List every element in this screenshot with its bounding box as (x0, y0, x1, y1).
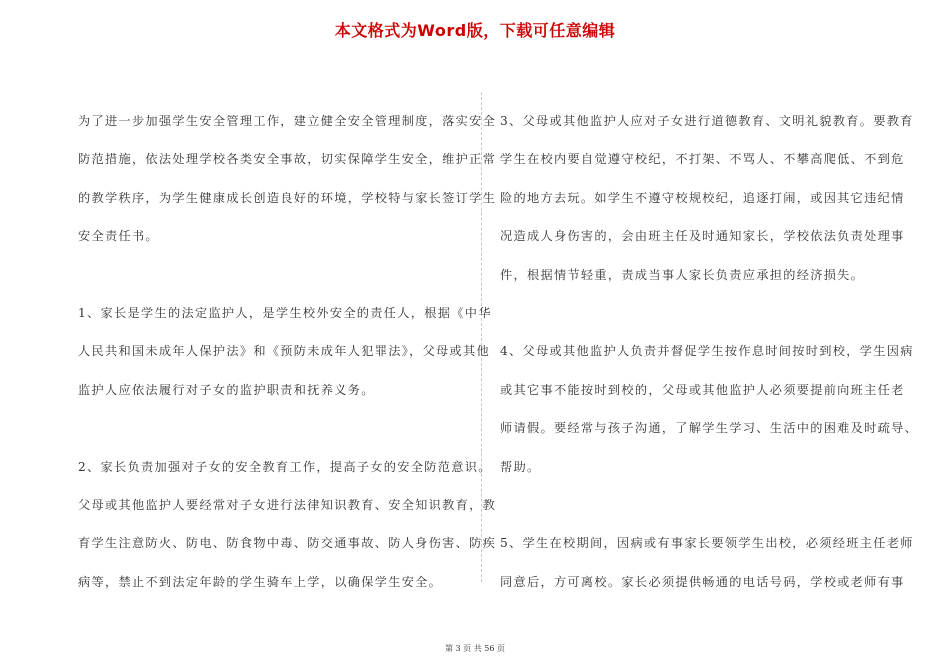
text-line: 4、父母或其他监护人负责并督促学生按作息时间按时到校，学生因病 (500, 344, 914, 359)
text-line: 病等，禁止不到法定年龄的学生骑车上学，以确保学生安全。 (78, 574, 443, 589)
paragraph-item-3 (500, 102, 914, 294)
paragraph-gap (500, 294, 900, 332)
text-line: 为了进一步加强学生安全管理工作，建立健全安全管理制度，落实安全 (78, 114, 497, 128)
text-line: 学生在校内要自觉遵守校纪，不打架、不骂人、不攀高爬低、不到危 (500, 152, 905, 167)
paragraph-gap (500, 486, 900, 524)
text-line: 的教学秩序，为学生健康成长创造良好的环境，学校特与家长签订学生 (78, 190, 497, 205)
text-line: 父母或其他监护人要经常对子女进行法律知识教育、安全知识教育，教 (78, 498, 497, 513)
text-line: 帮助。 (500, 459, 541, 474)
paragraph-item-1 (78, 294, 492, 409)
paragraph-item-5 (500, 524, 914, 601)
text-line: 险的地方去玩。如学生不遵守校规校纪，追逐打闹，或因其它违纪情 (500, 190, 905, 205)
paragraph-item-4 (500, 332, 919, 486)
text-line: 监护人应依法履行对子女的监护职责和抚养义务。 (78, 382, 375, 397)
text-line: 安全责任书。 (78, 229, 159, 244)
text-line: 人民共和国未成年人保护法》和《预防未成年人犯罪法》，父母或其他 (78, 344, 491, 359)
left-column (78, 102, 497, 601)
paragraph-intro (78, 102, 497, 256)
text-line: 件，根据情节轻重，责成当事人家长负责应承担的经济损失。 (500, 267, 865, 282)
document-banner: 本文格式为Word版，下载可任意编辑 (334, 21, 616, 40)
paragraph-gap (78, 256, 478, 294)
text-line: 3、父母或其他监护人应对子女进行道德教育、文明礼貌教育。要教育 (500, 114, 914, 128)
text-line: 2、家长负责加强对子女的安全教育工作，提高子女的安全防范意识。 (78, 459, 492, 474)
text-line: 1、家长是学生的法定监护人，是学生校外安全的责任人，根据《中华 (78, 306, 492, 321)
text-line: 或其它事不能按时到校的，父母或其他监护人必须要提前向班主任老 (500, 382, 905, 397)
paragraph-item-2 (78, 448, 497, 602)
text-line: 5、学生在校期间，因病或有事家长要领学生出校，必须经班主任老师 (500, 536, 914, 551)
page-number-footer: 第 3 页 共 56 页 (445, 644, 505, 653)
text-line: 况造成人身伤害的，会由班主任及时通知家长，学校依法负责处理事 (500, 229, 905, 244)
text-line: 育学生注意防火、防电、防食物中毒、防交通事故、防人身伤害、防疾 (78, 536, 497, 551)
text-line: 同意后，方可离校。家长必须提供畅通的电话号码，学校或老师有事 (500, 574, 905, 589)
text-line: 防范措施，依法处理学校各类安全事故，切实保障学生安全，维护正常 (78, 152, 497, 167)
paragraph-gap (78, 409, 478, 447)
right-column (500, 102, 919, 601)
text-line: 师请假。要经常与孩子沟通，了解学生学习、生活中的困难及时疏导、 (500, 421, 919, 436)
